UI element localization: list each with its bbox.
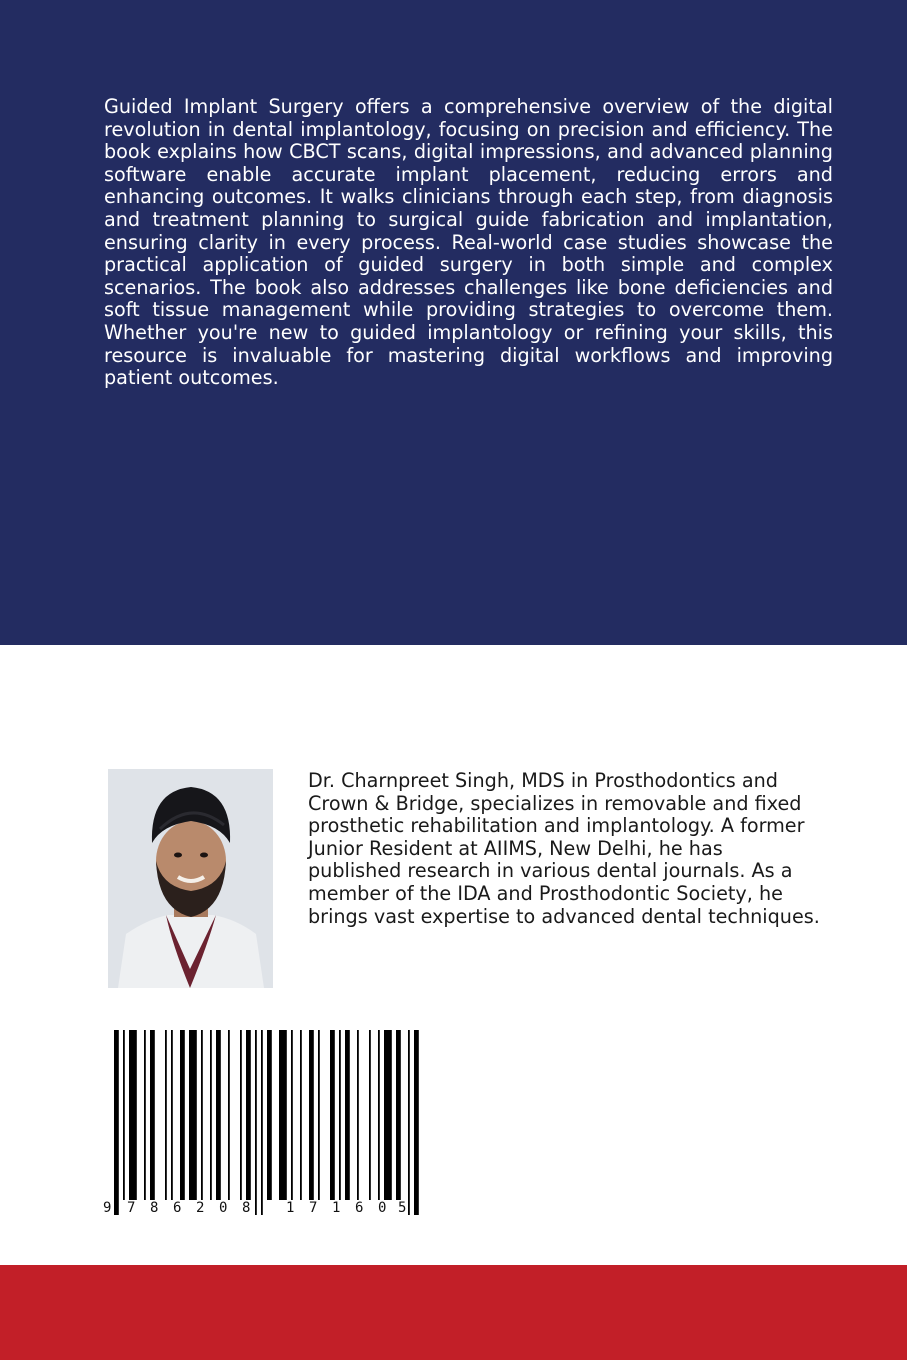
back-cover-bottom-band [0,1265,907,1360]
barcode-bar [345,1030,350,1200]
book-description: Guided Implant Surgery offers a comprehensive overview of the digital revolution in dental implantology, focusing on precision and efficiency. The book explains how CBCT scans, digital impressions, and advanced planning software enable accurate implant placement, reducing errors and enhancing outcomes. It walks clinicians through each step, from diagnosis and treatment planning to surgical guide fabrication and implantation, ensuring clarity in every process. Real-world case studies showcase the practical application of guided surgery in both simple and complex scenarios. The book also addresses challenges like bone deficiencies and soft tissue management while providing strategies to overcome them. Whether you're new to guided implantology or refining your skills, this resource is invaluable for mastering digital workflows and improving patient outcomes. [104,95,833,390]
barcode-bar [144,1030,146,1200]
barcode-bar [246,1030,251,1200]
barcode-bar [171,1030,173,1200]
isbn-digit: 2 [196,1200,205,1216]
author-photo [108,769,273,988]
barcode-bar [150,1030,155,1200]
barcode-bar [309,1030,314,1200]
author-bio-line: published research in various dental journals. As a [308,859,793,883]
barcode-bar [291,1030,293,1200]
author-bio-line: member of the IDA and Prosthodontic Society, he [308,881,783,905]
isbn-digit: 9 [103,1200,112,1216]
author-bio-line: prosthetic rehabilitation and implantology. A former [308,814,805,838]
isbn-digit: 0 [378,1200,387,1216]
isbn-digit: 1 [286,1200,295,1216]
barcode-bar [339,1030,341,1200]
barcode-bar [384,1030,392,1200]
author-bio [308,770,848,928]
barcode-bar [189,1030,197,1200]
barcode-bar [396,1030,401,1200]
barcode-bar [180,1030,185,1200]
barcode-bars [100,1030,420,1225]
author-bio-line: Junior Resident at AIIMS, New Delhi, he has [308,836,723,860]
author-bio-line: brings vast expertise to advanced dental techniques. [308,904,820,928]
barcode-bar [414,1030,419,1215]
author-bio-line: Crown & Bridge, specializes in removable and fixed [308,791,802,815]
barcode-bar [330,1030,335,1200]
barcode-bar [114,1030,119,1215]
barcode-bar [165,1030,167,1200]
isbn-digit: 5 [398,1200,407,1216]
barcode-bar [318,1030,320,1200]
back-cover-top-panel [0,0,907,645]
barcode-bar [369,1030,371,1200]
isbn-digit: 7 [309,1200,318,1216]
barcode-bar [216,1030,221,1200]
barcode-bar [300,1030,302,1200]
barcode-bar [201,1030,203,1200]
barcode-bar [267,1030,272,1200]
isbn-number [103,1200,407,1220]
isbn-barcode [100,1030,420,1225]
author-portrait-illustration [108,769,273,988]
barcode-bar [255,1030,257,1215]
isbn-digit: 1 [332,1200,341,1216]
barcode-bar [240,1030,242,1200]
isbn-digit: 6 [173,1200,182,1216]
barcode-bar [261,1030,263,1215]
isbn-digit: 8 [242,1200,251,1216]
barcode-bar [357,1030,359,1200]
isbn-digit: 6 [355,1200,364,1216]
barcode-bar [129,1030,137,1200]
barcode-bar [378,1030,380,1200]
barcode-bar [123,1030,125,1200]
isbn-digit: 7 [127,1200,136,1216]
barcode-bar [279,1030,287,1200]
isbn-digit: 8 [150,1200,159,1216]
barcode-bar [210,1030,212,1200]
barcode-bar [408,1030,410,1215]
author-bio-line: Dr. Charnpreet Singh, MDS in Prosthodontics and [308,769,778,792]
barcode-bar [228,1030,230,1200]
isbn-digit: 0 [219,1200,228,1216]
